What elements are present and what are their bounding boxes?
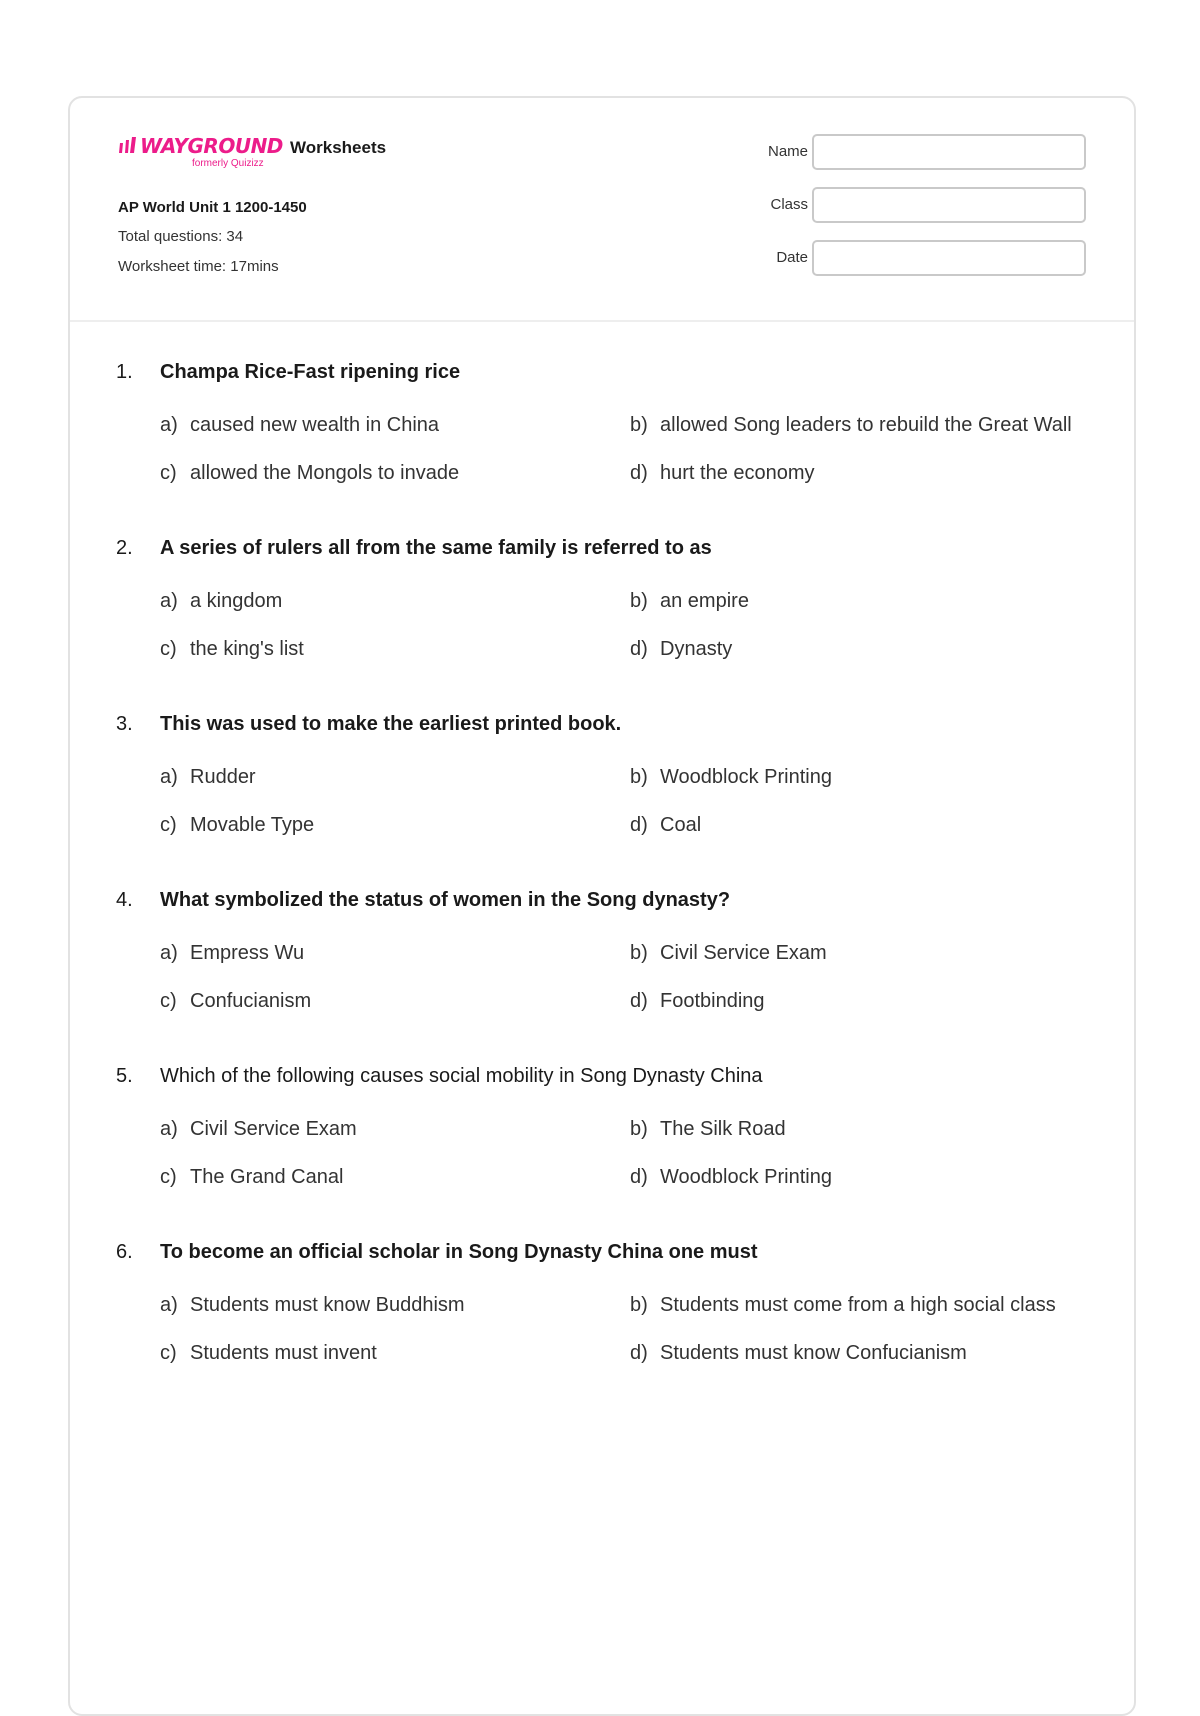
question-header (116, 1062, 1096, 1090)
option-letter: c) (160, 462, 177, 484)
answer-option[interactable] (630, 1160, 1100, 1194)
question-header (116, 358, 1096, 386)
option-letter: b) (630, 942, 648, 964)
option-text: Woodblock Printing (660, 1166, 832, 1188)
answer-option[interactable] (160, 1112, 630, 1146)
answer-options (160, 760, 1096, 842)
question-number: 2. (116, 537, 133, 559)
question-text: What symbolized the status of women in the Song dynasty? (160, 889, 731, 911)
brand-name: WAYGROUND (140, 134, 283, 158)
answer-option[interactable] (160, 632, 630, 666)
option-letter: a) (160, 942, 178, 964)
option-letter: b) (630, 1118, 648, 1140)
worksheet-header (70, 98, 1134, 322)
brand-logo (118, 134, 283, 174)
option-text: Students must know Buddhism (190, 1294, 465, 1316)
answer-option[interactable] (160, 584, 630, 618)
option-letter: b) (630, 766, 648, 788)
answer-option[interactable] (160, 408, 630, 442)
answer-option[interactable] (630, 760, 1100, 794)
answer-option[interactable] (630, 936, 1100, 970)
option-letter: b) (630, 1294, 648, 1316)
option-text: Students must invent (190, 1342, 377, 1364)
option-text: Dynasty (660, 638, 733, 660)
option-letter: a) (160, 1294, 178, 1316)
option-letter: a) (160, 590, 178, 612)
answer-option[interactable] (160, 456, 630, 490)
question-header (116, 534, 1096, 562)
answer-option[interactable] (630, 1336, 1100, 1370)
option-text: Footbinding (660, 990, 765, 1012)
question-text: Which of the following causes social mobility in Song Dynasty China (160, 1065, 763, 1087)
question-number: 6. (116, 1241, 133, 1263)
option-text: Movable Type (190, 814, 315, 836)
question-text: To become an official scholar in Song Dynasty China one must (160, 1241, 758, 1263)
option-text: Coal (660, 814, 702, 836)
question-2 (116, 534, 1096, 666)
brand-subtitle: formerly Quizizz (192, 158, 264, 169)
option-text: allowed Song leaders to rebuild the Great Wall (660, 414, 1072, 436)
answer-option[interactable] (630, 584, 1100, 618)
option-text: Students must know Confucianism (660, 1342, 967, 1364)
question-3 (116, 710, 1096, 842)
answer-option[interactable] (160, 984, 630, 1018)
worksheet-time: Worksheet time: 17mins (118, 258, 279, 275)
option-text: a kingdom (190, 590, 283, 612)
date-label: Date (776, 249, 808, 266)
option-text: The Grand Canal (190, 1166, 344, 1188)
answer-option[interactable] (160, 760, 630, 794)
answer-options (160, 408, 1096, 490)
option-text: caused new wealth in China (190, 414, 440, 436)
question-number: 5. (116, 1065, 133, 1087)
option-text: Empress Wu (190, 942, 305, 964)
question-header (116, 1238, 1096, 1266)
option-letter: b) (630, 590, 648, 612)
option-text: Civil Service Exam (190, 1118, 357, 1140)
option-letter: c) (160, 1166, 177, 1188)
option-letter: d) (630, 814, 648, 836)
option-text: an empire (660, 590, 749, 612)
answer-options (160, 1288, 1096, 1370)
option-text: Rudder (190, 766, 256, 788)
option-text: allowed the Mongols to invade (190, 462, 460, 484)
option-text: The Silk Road (660, 1118, 786, 1140)
answer-option[interactable] (630, 408, 1100, 442)
answer-option[interactable] (160, 1288, 630, 1322)
question-header (116, 886, 1096, 914)
question-6 (116, 1238, 1096, 1370)
class-field-row (710, 187, 1100, 225)
option-text: Woodblock Printing (660, 766, 832, 788)
question-number: 1. (116, 361, 133, 383)
question-4 (116, 886, 1096, 1018)
answer-options (160, 584, 1096, 666)
worksheet-title: AP World Unit 1 1200-1450 (118, 199, 307, 216)
answer-option[interactable] (630, 984, 1100, 1018)
total-questions: Total questions: 34 (118, 228, 244, 245)
option-letter: d) (630, 462, 648, 484)
option-letter: c) (160, 814, 177, 836)
option-text: hurt the economy (660, 462, 815, 484)
name-field-row (710, 134, 1100, 172)
answer-option[interactable] (630, 456, 1100, 490)
brand-mark-icon (118, 137, 140, 155)
answer-option[interactable] (630, 632, 1100, 666)
answer-option[interactable] (630, 1112, 1100, 1146)
product-name: Worksheets (290, 138, 387, 157)
question-text: A series of rulers all from the same family is referred to as (160, 537, 712, 559)
question-text: This was used to make the earliest printed book. (160, 713, 622, 735)
answer-options (160, 936, 1096, 1018)
option-letter: c) (160, 1342, 177, 1364)
name-field[interactable] (812, 134, 1086, 170)
option-letter: d) (630, 1342, 648, 1364)
question-number: 4. (116, 889, 133, 911)
option-text: Civil Service Exam (660, 942, 827, 964)
answer-option[interactable] (160, 808, 630, 842)
question-5 (116, 1062, 1096, 1194)
option-letter: c) (160, 990, 177, 1012)
answer-option[interactable] (160, 1336, 630, 1370)
option-letter: d) (630, 990, 648, 1012)
answer-options (160, 1112, 1096, 1194)
option-letter: c) (160, 638, 177, 660)
option-letter: d) (630, 638, 648, 660)
option-letter: d) (630, 1166, 648, 1188)
answer-option[interactable] (630, 1288, 1100, 1322)
date-field[interactable] (812, 240, 1086, 276)
question-text: Champa Rice-Fast ripening rice (160, 361, 461, 383)
question-number: 3. (116, 713, 133, 735)
name-label: Name (767, 143, 808, 160)
question-header (116, 710, 1096, 738)
option-text: Confucianism (190, 990, 312, 1012)
option-text: the king's list (190, 638, 304, 660)
date-field-row (710, 240, 1100, 278)
answer-option[interactable] (630, 808, 1100, 842)
answer-option[interactable] (160, 1160, 630, 1194)
answer-option[interactable] (160, 936, 630, 970)
class-field[interactable] (812, 187, 1086, 223)
option-letter: b) (630, 414, 648, 436)
option-text: Students must come from a high social class (660, 1294, 1056, 1316)
class-label: Class (770, 196, 808, 213)
option-letter: a) (160, 1118, 178, 1140)
question-list (116, 358, 1096, 1414)
option-letter: a) (160, 766, 178, 788)
question-1 (116, 358, 1096, 490)
option-letter: a) (160, 414, 178, 436)
